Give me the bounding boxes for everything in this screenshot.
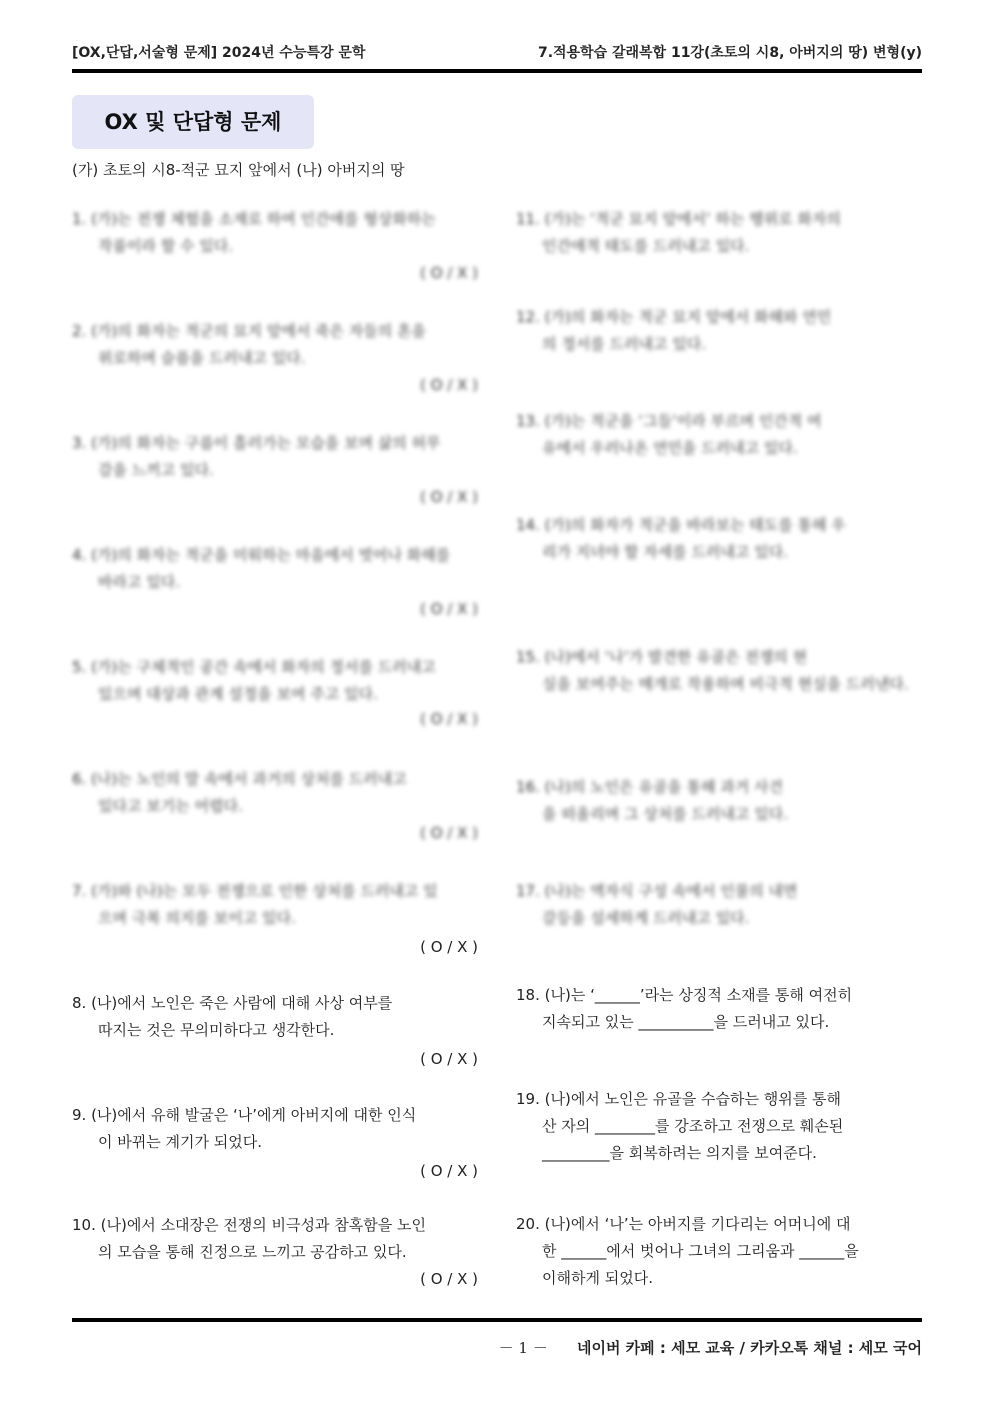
page-number: － 1 － bbox=[498, 1339, 548, 1357]
question-text: 따지는 것은 무의미하다고 생각한다. bbox=[98, 1021, 335, 1039]
header-divider bbox=[72, 69, 922, 73]
header-left: [OX,단답,서술형 문제] 2024년 수능특강 문학 bbox=[72, 45, 366, 61]
ox-choice[interactable]: ( O / X ) bbox=[420, 824, 478, 842]
question-4 bbox=[72, 542, 478, 622]
question-18 bbox=[516, 982, 922, 1036]
question-text: 으며 극복 의지를 보이고 있다. bbox=[98, 909, 296, 927]
question-text: 지속되고 있는 __________을 드러내고 있다. bbox=[542, 1013, 830, 1031]
footer-divider bbox=[72, 1318, 922, 1322]
question-text: 의 모습을 통해 진정으로 느끼고 공감하고 있다. bbox=[98, 1243, 407, 1261]
question-text: 11. (가)는 ‘적군 묘지 앞에서’ 하는 행위로 화자의 bbox=[516, 210, 841, 228]
question-text: 18. (나)는 ‘______’라는 상징적 소재를 통해 여전히 bbox=[516, 986, 853, 1004]
question-text: 12. (가)의 화자는 적군 묘지 앞에서 화해와 연민 bbox=[516, 308, 832, 326]
question-text: 인간애적 태도를 드러내고 있다. bbox=[542, 237, 750, 255]
footer-text: 네이버 카페 : 세모 교육 / 카카오톡 채널 : 세모 국어 bbox=[576, 1339, 922, 1357]
question-19 bbox=[516, 1086, 922, 1167]
question-text: 있다고 보기는 어렵다. bbox=[98, 797, 243, 815]
question-2 bbox=[72, 318, 478, 398]
question-6 bbox=[72, 766, 478, 846]
question-text: 19. (나)에서 노인은 유골을 수습하는 행위를 통해 bbox=[516, 1090, 841, 1108]
ox-choice[interactable]: ( O / X ) bbox=[420, 600, 478, 618]
question-text: 1. (가)는 전쟁 체험을 소재로 하여 인간애를 형상화하는 bbox=[72, 210, 436, 228]
ox-choice[interactable]: ( O / X ) bbox=[420, 264, 478, 282]
ox-choice[interactable]: ( O / X ) bbox=[420, 1050, 478, 1068]
question-text: 의 정서를 드러내고 있다. bbox=[542, 335, 706, 353]
section-title: OX 및 단답형 문제 bbox=[72, 95, 314, 149]
ox-choice[interactable]: ( O / X ) bbox=[420, 1162, 478, 1180]
question-text: 6. (나)는 노인의 말 속에서 과거의 상처를 드러내고 bbox=[72, 770, 407, 788]
ox-choice[interactable]: ( O / X ) bbox=[420, 1270, 478, 1288]
question-text: 7. (가)와 (나)는 모두 전쟁으로 인한 상처를 드러내고 있 bbox=[72, 882, 438, 900]
question-11 bbox=[516, 206, 922, 260]
question-text: 이해하게 되었다. bbox=[542, 1269, 653, 1287]
question-3 bbox=[72, 430, 478, 510]
question-text: 갈등을 섬세하게 드러내고 있다. bbox=[542, 909, 750, 927]
question-15 bbox=[516, 644, 922, 698]
question-16 bbox=[516, 774, 922, 828]
header-right: 7.적용학습 갈래복합 11강(초토의 시8, 아버지의 땅) 변형(y) bbox=[537, 45, 922, 61]
question-text: 16. (나)의 노인은 유골을 통해 과거 사건 bbox=[516, 778, 784, 796]
question-text: 10. (나)에서 소대장은 전쟁의 비극성과 참혹함을 노인 bbox=[72, 1216, 426, 1234]
question-text: 바라고 있다. bbox=[98, 573, 180, 591]
question-text: 리가 지녀야 할 자세를 드러내고 있다. bbox=[542, 543, 788, 561]
section-subtitle: (가) 초토의 시8-적군 묘지 앞에서 (나) 아버지의 땅 bbox=[72, 161, 405, 179]
question-12 bbox=[516, 304, 922, 358]
page-footer bbox=[499, 1337, 922, 1358]
question-text: 한 ______에서 벗어나 그녀의 그리움과 ______을 bbox=[542, 1242, 859, 1260]
question-text: 산 자의 ________를 강조하고 전쟁으로 훼손된 bbox=[542, 1117, 844, 1135]
question-text: 3. (가)의 화자는 구름이 흘러가는 모습을 보며 삶의 허무 bbox=[72, 434, 441, 452]
question-text: 13. (가)는 적군을 ‘그들’이라 부르며 인간적 여 bbox=[516, 412, 822, 430]
question-text: 15. (나)에서 ‘나’가 발견한 유골은 전쟁의 현 bbox=[516, 648, 808, 666]
ox-choice[interactable]: ( O / X ) bbox=[420, 938, 478, 956]
question-1 bbox=[72, 206, 478, 286]
question-text: 17. (나)는 액자식 구성 속에서 인물의 내면 bbox=[516, 882, 798, 900]
question-13 bbox=[516, 408, 922, 462]
question-text: 20. (나)에서 ‘나’는 아버지를 기다리는 어머니에 대 bbox=[516, 1215, 851, 1233]
ox-choice[interactable]: ( O / X ) bbox=[420, 488, 478, 506]
question-10 bbox=[72, 1212, 478, 1292]
question-text: 이 바뀌는 계기가 되었다. bbox=[98, 1133, 262, 1151]
ox-choice[interactable]: ( O / X ) bbox=[420, 710, 478, 728]
question-text: 작품이라 할 수 있다. bbox=[98, 237, 233, 255]
question-text: 9. (나)에서 유해 발굴은 ‘나’에게 아버지에 대한 인식 bbox=[72, 1106, 417, 1124]
question-8 bbox=[72, 990, 478, 1070]
question-5 bbox=[72, 654, 478, 734]
question-text: 위로하며 슬픔을 드러내고 있다. bbox=[98, 349, 306, 367]
question-9 bbox=[72, 1102, 478, 1182]
question-text: 유에서 우러나온 연민을 드러내고 있다. bbox=[542, 439, 798, 457]
question-14 bbox=[516, 512, 922, 566]
question-text: 을 떠올리며 그 상처를 드러내고 있다. bbox=[542, 805, 788, 823]
question-text: 2. (가)의 화자는 적군의 묘지 앞에서 죽은 자들의 혼을 bbox=[72, 322, 426, 340]
question-text: _________을 회복하려는 의지를 보여준다. bbox=[542, 1144, 817, 1162]
question-text: 5. (가)는 구체적인 공간 속에서 화자의 정서를 드러내고 bbox=[72, 658, 436, 676]
question-text: 4. (가)의 화자는 적군을 미워하는 마음에서 벗어나 화해를 bbox=[72, 546, 451, 564]
question-text: 14. (가)의 화자가 적군을 바라보는 태도를 통해 우 bbox=[516, 516, 846, 534]
question-17 bbox=[516, 878, 922, 932]
question-20 bbox=[516, 1211, 922, 1292]
question-7 bbox=[72, 878, 478, 958]
question-text: 실을 보여주는 매개로 작용하며 비극적 현실을 드러낸다. bbox=[542, 675, 909, 693]
question-text: 감을 느끼고 있다. bbox=[98, 461, 214, 479]
question-text: 있으며 대상과 관계 설정을 보여 주고 있다. bbox=[98, 685, 378, 703]
question-text: 8. (나)에서 노인은 죽은 사람에 대해 사상 여부를 bbox=[72, 994, 393, 1012]
ox-choice[interactable]: ( O / X ) bbox=[420, 376, 478, 394]
